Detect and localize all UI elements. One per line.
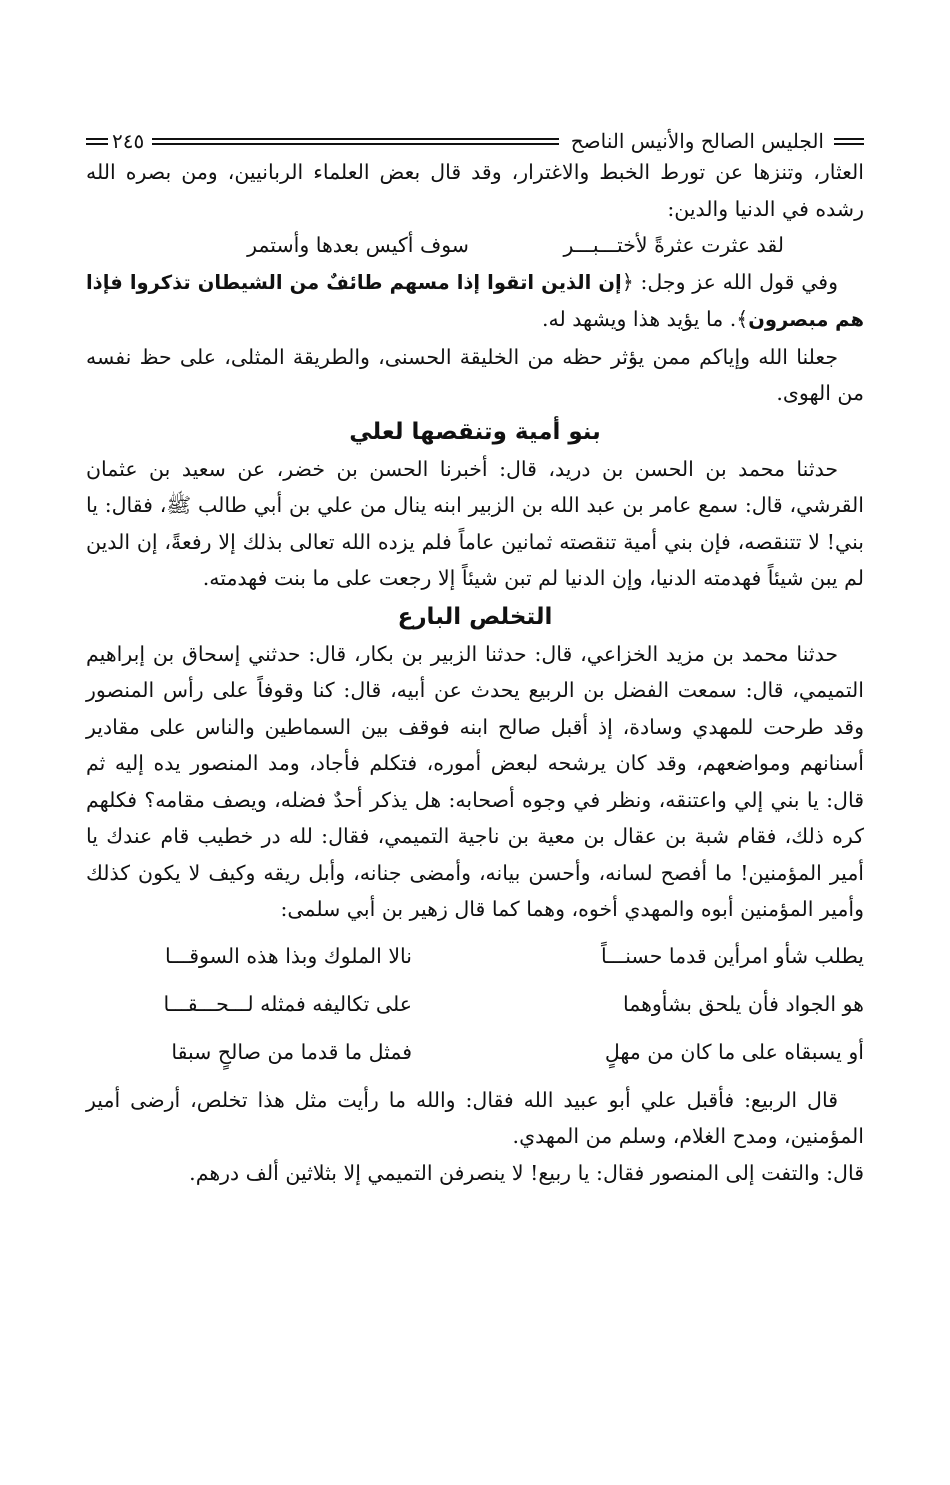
verse-hemistich-second: سوف أكيس بعدها وأستمر: [247, 233, 469, 257]
poem-hemistich-first: أو يسبقاه على ما كان من مهلٍ: [604, 1039, 864, 1064]
poem-hemistich-second: على تكاليفه فمثله لـــحـــقـــا: [163, 991, 412, 1016]
page-number: ٢٤٥: [112, 129, 145, 153]
header-ornament-end: [86, 138, 108, 145]
poem-hemistich-first: يطلب شأو امرأين قدما حسنـــاً: [600, 943, 864, 968]
paragraph-banu-umayya: حدثنا محمد بن الحسن بن دريد، قال: أخبرنا الحسن بن خضر، عن سعيد بن عثمان القرشي، قال: سمع عامر بن عبد الله بن الزبير ابنه ينال من علي بن أبي طالب ﷺ، فقال: يا بني! لا تتنقصه، فإن بني أمية تنقصته ثمانين عاماً فلم يزده الله تعالى بذلك إلا رفعةً، إن الدين لم يبن شيئاً فهدمته الدنيا، وإن الدنيا لم تبن شيئاً إلا رجعت على ما بنت فهدمته.: [86, 456, 864, 590]
header-book-title: الجليس الصالح والأنيس الناصح: [570, 129, 824, 153]
paragraph-rabi-reply: قال الربيع: فأقبل علي أبو عبيد الله فقال: والله ما رأيت مثل هذا تخلص، أرضى أمير المؤمنين، ومدح الغلام، وسلم من المهدي.: [86, 1087, 864, 1148]
verse-line: [86, 227, 864, 264]
poem-verse: [86, 1028, 864, 1076]
poem: [86, 932, 864, 1076]
verse-hemistich-first: لقد عثرت عثرةً لأختـــبـــر: [563, 233, 784, 257]
section-heading-takhallus: التخلص البارع: [397, 603, 553, 630]
running-header: [86, 128, 864, 154]
poem-hemistich-first: هو الجواد فأن يلحق بشأوهما: [622, 991, 864, 1016]
poem-hemistich-second: نالا الملوك وبذا هذه السوقـــا: [164, 943, 412, 968]
poem-verse: [86, 932, 864, 980]
book-page: [86, 128, 864, 1191]
quote-outro: ﴾. ما يؤيد هذا ويشهد له.: [542, 307, 749, 331]
quran-verse: إن الذين اتقوا إذا مسهم طائفٌ من الشيطان تذكروا فإذا هم مبصرون: [86, 270, 864, 331]
paragraph-quran-quote: [86, 264, 864, 339]
header-ornament-start: [834, 138, 864, 145]
poem-verse: [86, 980, 864, 1028]
section-heading-banu-umayya: بنو أمية وتنقصها لعلي: [349, 418, 601, 445]
paragraph-prayer: جعلنا الله وإياكم ممن يؤثر حظه من الخليقة الحسنى، والطريقة المثلى، على حظ نفسه من الهوى.: [86, 344, 864, 405]
paragraph-takhallus: حدثنا محمد بن مزيد الخزاعي، قال: حدثنا الزبير بن بكار، قال: حدثني إسحاق بن إبراهيم التميمي، قال: سمعت الفضل بن الربيع يحدث عن أبيه، قال: كنا وقوفاً على رأس المنصور وقد طرحت للمهدي وسادة، إذ أقبل صالح ابنه فوقف بين السماطين والناس على مقادير أسنانهم ومواضعهم، وقد كان يرشحه لبعض أموره، فتكلم فأجاد، ومد المنصور يده إليه ثم قال: يا بني إلي واعتنقه، ونظر في وجوه أصحابه: هل يذكر أحدٌ فضله، ويصف مقامه؟ فكلهم كره ذلك، فقام شبة بن عقال بن معية بن ناجية التميمي، فقال: لله در خطيب قام عندك يا أمير المؤمنين! ما أفصح لسانه، وأحسن بيانه، وأمضى جنانه، وأبل ريقه وكيف لا يكون كذلك وأمير المؤمنين أبوه والمهدي أخوه، وهما كما قال زهير بن أبي سلمى:: [86, 641, 864, 921]
header-rule: [152, 138, 558, 145]
paragraph-opening: العثار، وتنزها عن تورط الخبط والاغترار، وقد قال بعض العلماء الربانيين، ومن بصره الله رشده في الدنيا والدين:: [86, 160, 864, 221]
quote-intro: وفي قول الله عز وجل: ﴿: [621, 269, 838, 294]
paragraph-closing: قال: والتفت إلى المنصور فقال: يا ربيع! لا ينصرفن التميمي إلا بثلاثين ألف درهم.: [189, 1160, 864, 1185]
poem-hemistich-second: فمثل ما قدما من صالحٍ سبقا: [171, 1039, 412, 1064]
